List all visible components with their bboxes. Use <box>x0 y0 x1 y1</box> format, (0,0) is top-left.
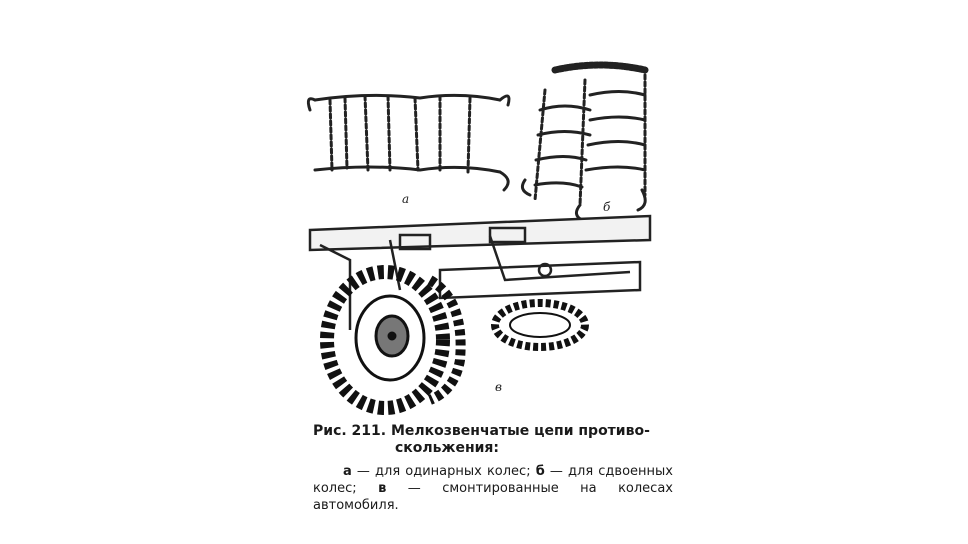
tire-chains-illustration <box>290 40 670 420</box>
figure-caption <box>313 423 673 514</box>
legend-text-a: — для одинарных колес; <box>351 464 536 479</box>
figure-label-b: б <box>603 200 611 214</box>
legend-letter-v: в <box>378 481 387 496</box>
legend-text-b: — для сдвоенных колес; <box>313 464 673 496</box>
caption-title-line-2: скольжения: <box>395 440 500 456</box>
figure-label-v: в <box>495 380 502 394</box>
dual-wheel-with-chains <box>495 303 585 347</box>
legend-letter-a: а <box>343 464 352 479</box>
caption-title <box>313 423 673 457</box>
chain-single-wheel-drawing <box>308 95 509 190</box>
legend-text-v: — смонтированные на колесах автомобиля. <box>313 481 673 513</box>
figure-label-a: а <box>402 192 410 206</box>
caption-title-line-1: Рис. 211. Мелкозвенчатые цепи противо- <box>313 423 650 439</box>
caption-legend <box>313 463 673 514</box>
chain-dual-wheel-drawing <box>522 65 645 220</box>
legend-letter-b: б <box>535 464 545 479</box>
